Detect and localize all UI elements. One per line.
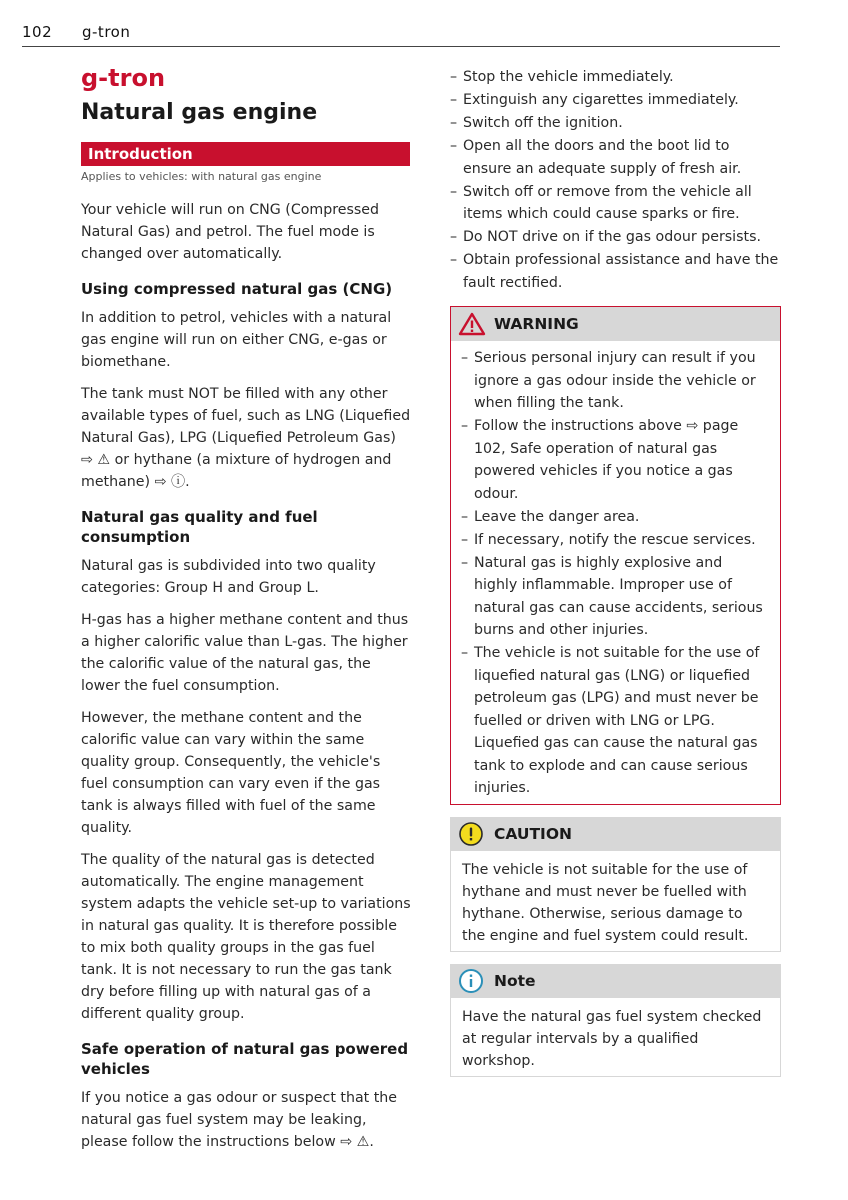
left-column xyxy=(81,62,411,1163)
note-box xyxy=(450,964,781,1077)
note-title: Note xyxy=(494,972,536,990)
warning-box xyxy=(450,306,781,805)
note-text: Have the natural gas fuel system checked at regular intervals by a qualified workshop. xyxy=(462,1009,762,1069)
note-header xyxy=(451,964,780,998)
heading-cng: Using compressed natural gas (CNG) xyxy=(81,280,393,298)
caution-box xyxy=(450,817,781,952)
paragraph-detection: The quality of the natural gas is detected automatically. The engine management system adapts the vehicle set-up to variations in natural gas quality. It is therefore possible to mix both quality groups in the gas fuel tank. It is not necessary to run the gas tank dry before filling up with natural gas of a different quality group. xyxy=(81,852,411,1022)
list-item: – Switch off or remove from the vehicle all items which could cause sparks or fire. xyxy=(450,181,781,226)
caution-title: CAUTION xyxy=(494,825,572,843)
list-item: – Stop the vehicle immediately. xyxy=(450,66,781,89)
warning-title: WARNING xyxy=(494,315,579,333)
paragraph-odour: If you notice a gas odour or suspect that the natural gas fuel system may be leaking, please follow the instructions below ⇨ ⚠. xyxy=(81,1090,397,1150)
section-title: Natural gas engine xyxy=(81,100,318,125)
paragraph-h-gas: H-gas has a higher methane content and thus a higher calorific value than L-gas. The higher the calorific value of the natural gas, the lower the fuel consumption. xyxy=(81,612,409,694)
warning-item: – Natural gas is highly explosive and highly inflammable. Improper use of natural gas can cause accidents, serious burns and other injuries. xyxy=(461,552,768,642)
warning-triangle-icon xyxy=(458,312,488,336)
paragraph-groups: Natural gas is subdivided into two quality categories: Group H and Group L. xyxy=(81,558,376,596)
heading-quality: Natural gas quality and fuel consumption xyxy=(81,508,318,546)
list-item: – Extinguish any cigarettes immediately. xyxy=(450,89,781,112)
caution-icon xyxy=(458,821,488,847)
list-item: – Obtain professional assistance and have the fault rectified. xyxy=(450,249,781,294)
heading-safe-operation: Safe operation of natural gas powered vehicles xyxy=(81,1040,409,1078)
paragraph-tank: The tank must NOT be filled with any other available types of fuel, such as LNG (Liquefied Natural Gas), LPG (Liquefied Petroleum Gas) ⇨ ⚠ or hythane (a mixture of hydrogen and methane) ⇨ ⓘ. xyxy=(81,386,411,490)
warning-item: – Serious personal injury can result if you ignore a gas odour inside the vehicle or when filling the tank. xyxy=(461,347,768,415)
list-item: – Switch off the ignition. xyxy=(450,112,781,135)
caution-text: The vehicle is not suitable for the use of hythane and must never be fuelled with hythane. Otherwise, serious damage to the engine and fuel system could result. xyxy=(462,862,749,944)
chapter-title: g-tron xyxy=(81,64,166,92)
paragraph-methane: However, the methane content and the calorific value can vary within the same quality group. Consequently, the vehicle's fuel consumption can vary even if the gas tank is always filled with fuel of the same quality. xyxy=(81,710,381,836)
caution-body xyxy=(451,851,780,951)
applies-to-note: Applies to vehicles: with natural gas engine xyxy=(81,170,322,183)
warning-item: – If necessary, notify the rescue services. xyxy=(461,529,768,552)
warning-item: – Leave the danger area. xyxy=(461,506,768,529)
caution-header xyxy=(451,817,780,851)
warning-body xyxy=(451,341,780,804)
page-number: 102 xyxy=(22,23,53,41)
paragraph-fuels: In addition to petrol, vehicles with a natural gas engine will run on either CNG, e-gas or biomethane. xyxy=(81,310,392,370)
introduction-bar: Introduction xyxy=(81,142,410,166)
intro-paragraph: Your vehicle will run on CNG (Compressed Natural Gas) and petrol. The fuel mode is changed over automatically. xyxy=(81,202,380,262)
page-header xyxy=(22,20,780,47)
warning-item: – The vehicle is not suitable for the use of liquefied natural gas (LNG) or liquefied petroleum gas (LPG) and must never be fuelled or driven with LNG or LPG. Liquefied gas can cause the natural gas tank to explode and can cause serious injuries. xyxy=(461,642,768,800)
instruction-list xyxy=(450,66,781,294)
info-icon xyxy=(458,968,488,994)
warning-item: – Follow the instructions above ⇨ page 102, Safe operation of natural gas powered vehicles if you notice a gas odour. xyxy=(461,415,768,505)
list-item: – Open all the doors and the boot lid to ensure an adequate supply of fresh air. xyxy=(450,135,781,180)
right-column xyxy=(450,66,781,1077)
list-item: – Do NOT drive on if the gas odour persists. xyxy=(450,226,781,249)
warning-header xyxy=(451,307,780,341)
note-body xyxy=(451,998,780,1076)
running-chapter-title: g-tron xyxy=(82,23,131,41)
